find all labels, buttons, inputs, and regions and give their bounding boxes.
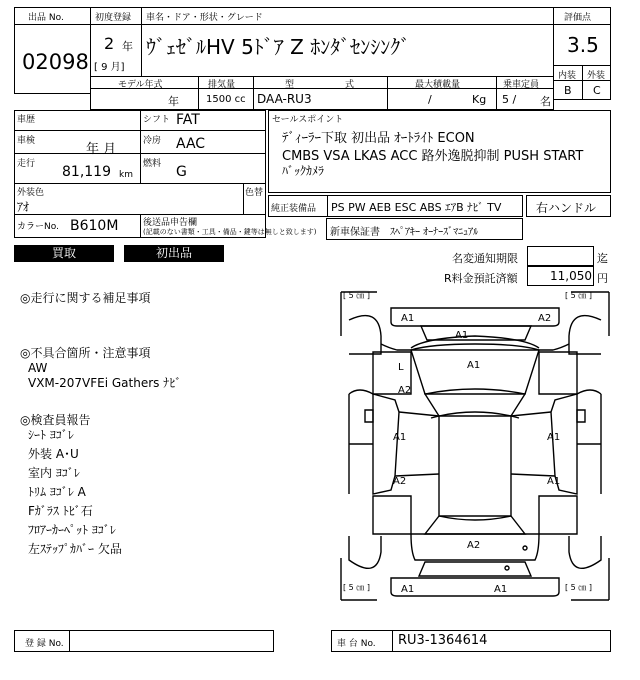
ac-label: 冷房 [143, 136, 162, 146]
corner-br: [ 5 ㎝ ] [565, 583, 592, 592]
sales-line-1: ﾃﾞｨｰﾗｰ下取 初出品 ｵｰﾄﾗｲﾄ ECON [282, 131, 475, 146]
dmg-door-left-rear: A2 [393, 476, 407, 487]
aftermarket-note: (記載のない書類・工具・備品・鍵等は無しと致します) [143, 228, 317, 236]
capacity-label: 乗車定員 [503, 80, 540, 90]
car-name-label: 車名・ドア・形状・グレード [146, 13, 263, 23]
dmg-trunk: A2 [467, 540, 481, 551]
first-reg-month: [ 9 月] [94, 62, 125, 73]
color-change-label: 色替 [245, 188, 264, 198]
report-7: 左ｽﾃｯﾌﾟｶﾊﾞｰ 欠品 [28, 542, 122, 556]
ext-color-label: 外装色 [17, 188, 45, 198]
lot-no-label: 出品 No. [28, 13, 64, 23]
inspection-label: 車検 [17, 136, 36, 146]
reg-no-label: 登 録 No. [25, 639, 64, 649]
report-1: ｼｰﾄ ﾖｺﾞﾚ [28, 428, 74, 442]
defect-2: VXM-207VFEi Gathers ﾅﾋﾞ [28, 376, 182, 390]
notes-section [20, 291, 181, 557]
exterior-grade: C [593, 84, 601, 97]
displacement-value: 1500 cc [206, 94, 246, 105]
score-label: 評価点 [564, 13, 592, 23]
report-6: ﾌﾛｱｰｶｰﾍﾟｯﾄ ﾖｺﾞﾚ [28, 523, 116, 537]
corner-tl: [ 5 ㎝ ] [343, 291, 370, 300]
color-no-label: カラーNo. [17, 222, 59, 232]
steering-value: 右ハンドル [536, 201, 597, 215]
ac-value: AAC [176, 136, 206, 152]
warranty-value: ｽﾍﾟｱｷｰ ｵｰﾅｰｽﾞﾏﾆｭｱﾙ [390, 227, 479, 238]
first-reg-year-unit: 年 [122, 40, 133, 53]
mileage-unit: km [119, 170, 133, 180]
inspection-value: 年 月 [86, 142, 117, 157]
corner-tr: [ 5 ㎝ ] [565, 291, 592, 300]
dmg-rear-left: A1 [401, 584, 415, 595]
capacity-value: 5 / [502, 93, 517, 106]
dmg-door-left-front: A1 [393, 432, 407, 443]
car-name: ｳﾞｪｾﾞﾙHV 5ﾄﾞｱ Z ﾎﾝﾀﾞｾﾝｼﾝｸﾞ [146, 35, 411, 59]
chassis-no-value: RU3-1364614 [398, 633, 488, 648]
sales-line-3: ﾊﾞｯｸｶﾒﾗ [282, 164, 325, 178]
score-value: 3.5 [567, 33, 599, 57]
warranty-label: 新車保証書 [330, 227, 380, 238]
model-label: 型 [285, 80, 295, 90]
exterior-label: 外装 [587, 71, 606, 81]
first-listing-badge: 初出品 [124, 245, 224, 262]
recycle-unit: 円 [597, 272, 608, 285]
aftermarket-label: 後送品申告欄 [143, 218, 198, 228]
model-code: DAA-RU3 [257, 92, 312, 106]
corner-bl: [ 5 ㎝ ] [343, 583, 370, 592]
dmg-bumper-front-right: A2 [538, 313, 552, 324]
mileage-value: 81,119 [62, 164, 111, 180]
dmg-hood: A1 [467, 360, 481, 371]
model-year-label: モデル年式 [118, 80, 163, 90]
recycle-value: 11,050 [550, 269, 592, 283]
shift-label: シフト [143, 115, 171, 125]
interior-label: 内装 [558, 71, 577, 81]
defects-title: ◎不具合箇所・注意事項 [20, 346, 151, 360]
interior-grade: B [564, 84, 572, 97]
dmg-door-right-rear: A1 [547, 476, 561, 487]
dmg-light-left: L [398, 362, 404, 373]
capacity-unit: 名 [540, 95, 551, 108]
load-value: / [428, 93, 432, 106]
sales-line-2: CMBS VSA LKAS ACC 路外逸脱抑制 PUSH START [282, 149, 584, 164]
report-4: ﾄﾘﾑ ﾖｺﾞﾚ A [28, 485, 86, 499]
shift-value: FAT [176, 112, 200, 128]
dmg-bumper-front-left: A1 [401, 313, 415, 324]
displacement-label: 排気量 [208, 80, 236, 90]
dmg-fender-left: A2 [398, 385, 412, 396]
supplement-title: ◎走行に関する補足事項 [20, 291, 151, 305]
recycle-label: R料金預託済額 [444, 272, 518, 285]
fuel-label: 燃料 [143, 159, 162, 169]
sales-point-label: セールスポイント [272, 115, 344, 125]
color-no-value: B610M [70, 218, 119, 234]
deadline-box [527, 246, 594, 266]
first-reg-year: 2 [104, 34, 115, 53]
report-2: 外装 A･U [28, 447, 79, 461]
lot-no: 02098 [22, 50, 89, 74]
dmg-front-center: A1 [455, 330, 469, 341]
deadline-unit: 迄 [597, 252, 608, 265]
report-3: 室内 ﾖｺﾞﾚ [28, 466, 80, 480]
chassis-no-label: 車 台 No. [337, 639, 376, 649]
report-5: Fｶﾞﾗｽ ﾄﾋﾞ石 [28, 504, 93, 518]
buy-badge: 買取 [14, 245, 114, 262]
equipment-label: 純正装備品 [271, 204, 317, 214]
mileage-label: 走行 [17, 159, 36, 169]
ext-color-value: ｱｵ [17, 200, 30, 214]
equipment-value: PS PW AEB ESC ABS ｴｱB ﾅﾋﾞ TV [331, 201, 502, 214]
car-damage-diagram [339, 290, 611, 602]
load-label: 最大積載量 [415, 80, 461, 90]
model-year-unit: 年 [168, 95, 179, 108]
history-label: 車歴 [17, 115, 36, 125]
deadline-label: 名変通知期限 [452, 252, 518, 265]
load-unit: Kg [472, 93, 487, 106]
first-reg-label: 初度登録 [95, 13, 132, 23]
dmg-rear-right: A1 [494, 584, 508, 595]
inspector-title: ◎検査員報告 [20, 413, 91, 427]
fuel-value: G [176, 164, 187, 180]
dmg-door-right-front: A1 [547, 432, 561, 443]
model-label-2: 式 [345, 80, 355, 90]
defect-1: AW [28, 361, 48, 375]
